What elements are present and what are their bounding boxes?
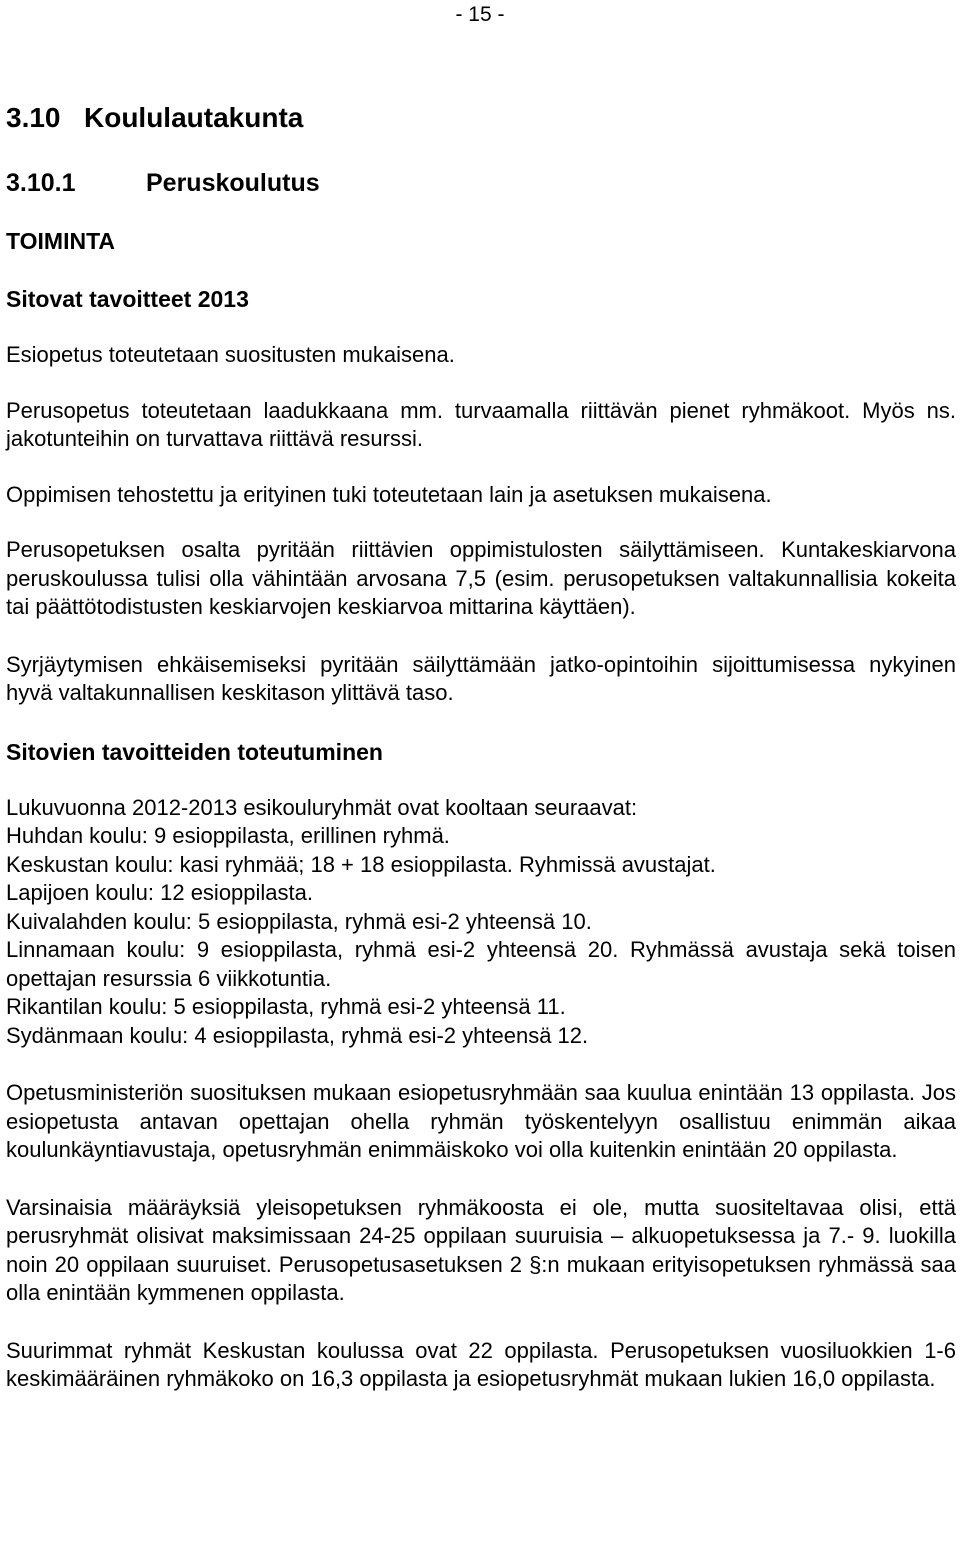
heading-1-number: 3.10: [6, 102, 61, 133]
goals-paragraph-4: Perusopetuksen osalta pyritään riittävien oppimistulosten säilyttämiseen. Kuntakeskiarvona peruskoulussa tulisi olla vähintään arvosana 7,5 (esim. perusopetuksen valtakunnallisia kokeita tai päättötodistusten keskiarvojen keskiarvoa mittarina käyttäen).: [6, 537, 956, 619]
list-item: Rikantilan koulu: 5 esioppilasta, ryhmä esi-2 yhteensä 11.: [6, 994, 566, 1019]
list-item: Kuivalahden koulu: 5 esioppilasta, ryhmä esi-2 yhteensä 10.: [6, 908, 592, 934]
goals-paragraph-1: Esiopetus toteutetaan suositusten mukaisena.: [6, 342, 455, 367]
heading-2: [6, 165, 956, 201]
list-item: Linnamaan koulu: 9 esioppilasta, ryhmä esi-2 yhteensä 20. Ryhmässä avustaja sekä toisen opettajan resurssia 6 viikkotuntia.: [6, 937, 956, 991]
preschool-group-list: [6, 794, 956, 1051]
goals-paragraph-5: Syrjäytymisen ehkäisemiseksi pyritään säilyttämään jatko-opintoihin sijoittumisessa nykyinen hyvä valtakunnallisen keskitason ylittävä taso.: [6, 651, 956, 705]
document-content: [6, 98, 956, 1423]
heading-1: [6, 98, 956, 138]
subsection-heading-goals: Sitovat tavoitteet 2013: [6, 286, 249, 312]
goals-paragraph-3: Oppimisen tehostettu ja erityinen tuki toteutetaan lain ja asetuksen mukaisena.: [6, 481, 772, 507]
list-item: Sydänmaan koulu: 4 esioppilasta, ryhmä esi-2 yhteensä 12.: [6, 1022, 589, 1048]
heading-2-number: 3.10.1: [6, 169, 76, 197]
preschool-list-intro: Lukuvuonna 2012-2013 esikouluryhmät ovat kooltaan seuraavat:: [6, 794, 638, 820]
realization-paragraph-1: Opetusministeriön suosituksen mukaan esiopetusryhmään saa kuulua enintään 13 oppilasta. Jos esiopetusta antavan opettajan ohella ryhmän työskentelyyn osallistuu enimmän aikaa koulunkäyntiavustaja, opetusryhmän enimmäiskoko voi olla kuitenkin enintään 20 oppilasta.: [6, 1080, 956, 1162]
realization-paragraph-2: Varsinaisia määräyksiä yleisopetuksen ryhmäkoosta ei ole, mutta suositeltavaa olisi, että perusryhmät olisivat maksimissaan 24-25 oppilaan suuruisia – alkuopetuksessa ja 7.- 9. luokilla noin 20 oppilaan suuruiset. Perusopetusasetuksen 2 §:n mukaan erityisopetuksen ryhmässä saa olla enintään kymmenen oppilasta.: [6, 1194, 956, 1305]
list-item: Keskustan koulu: kasi ryhmää; 18 + 18 esioppilasta. Ryhmissä avustajat.: [6, 851, 716, 877]
goals-paragraph-2: Perusopetus toteutetaan laadukkaana mm. turvaamalla riittävän pienet ryhmäkoot. Myös ns. jakotunteihin on turvattava riittävä resurssi.: [6, 397, 956, 451]
section-heading-toiminta: TOIMINTA: [6, 228, 116, 254]
heading-1-title: Koululautakunta: [84, 102, 304, 133]
page-number: - 15 -: [455, 3, 505, 26]
list-item: Huhdan koulu: 9 esioppilasta, erillinen ryhmä.: [6, 823, 450, 848]
realization-paragraph-3: Suurimmat ryhmät Keskustan koulussa ovat 22 oppilasta. Perusopetuksen vuosiluokkien 1-6 keskimääräinen ryhmäkoko on 16,3 oppilasta ja esiopetusryhmät mukaan lukien 16,0 oppilasta.: [6, 1337, 956, 1391]
subsection-heading-realization: Sitovien tavoitteiden toteutuminen: [6, 738, 383, 765]
list-item: Lapijoen koulu: 12 esioppilasta.: [6, 880, 314, 905]
heading-2-title: Peruskoulutus: [146, 169, 320, 197]
